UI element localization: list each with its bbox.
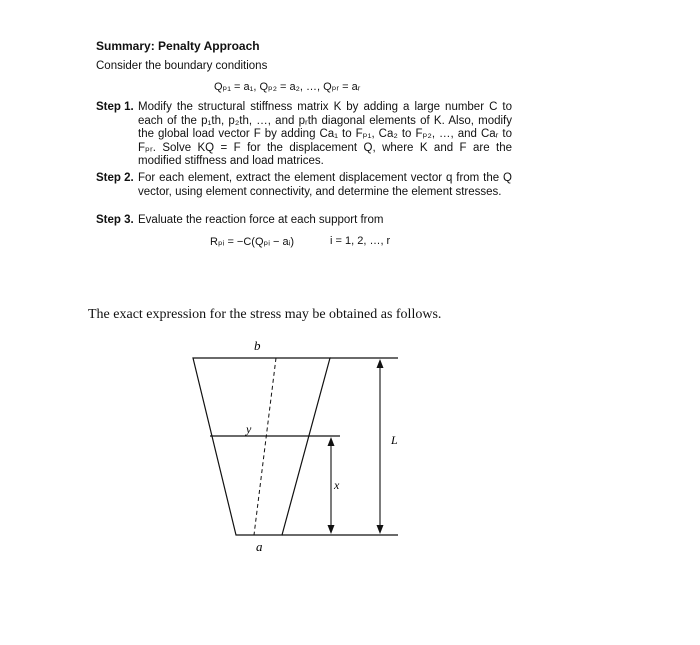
intro-text: Consider the boundary conditions	[96, 60, 268, 72]
step-1-text: Modify the structural stiffness matrix K by adding a large number C to each of the p₁th, p₂th, …, and pᵣth diagonal elements of K. Also, modify the global load vector F by adding Ca₁ to Fₚ₁, Ca₂ to Fₚ₂, …, and Caᵣ to Fₚᵣ. Solve KQ = F for the displacement Q, where K and F are the modified stiffness and load matrices.	[138, 101, 512, 168]
label-L: L	[391, 433, 398, 447]
length-arrow-bottom	[377, 525, 384, 534]
tapered-bar-outline	[193, 358, 330, 535]
step-2-text: For each element, extract the element displacement vector q from the Q vector, using element connectivity, and determine the element stresses.	[138, 172, 512, 198]
bar-centerline	[254, 358, 276, 535]
label-x: x	[334, 478, 340, 492]
step-3-text: Evaluate the reaction force at each support from	[138, 214, 384, 226]
x-arrow-top	[328, 437, 335, 446]
label-y: y	[246, 422, 252, 436]
boundary-equation: Qₚ₁ = a₁, Qₚ₂ = a₂, …, Qₚᵣ = aᵣ	[214, 81, 361, 93]
label-b: b	[254, 338, 261, 353]
stress-sentence: The exact expression for the stress may be obtained as follows.	[88, 307, 442, 322]
x-arrow-bottom	[328, 525, 335, 534]
length-arrow-top	[377, 359, 384, 368]
step-3-label: Step 3.	[96, 214, 134, 226]
step-2-label: Step 2.	[96, 172, 134, 184]
step-1-label: Step 1.	[96, 101, 134, 113]
reaction-index: i = 1, 2, …, r	[330, 235, 391, 247]
summary-title: Summary: Penalty Approach	[96, 39, 260, 53]
label-a: a	[256, 539, 263, 554]
reaction-equation: Rₚᵢ = −C(Qₚᵢ − aᵢ)	[210, 236, 294, 248]
